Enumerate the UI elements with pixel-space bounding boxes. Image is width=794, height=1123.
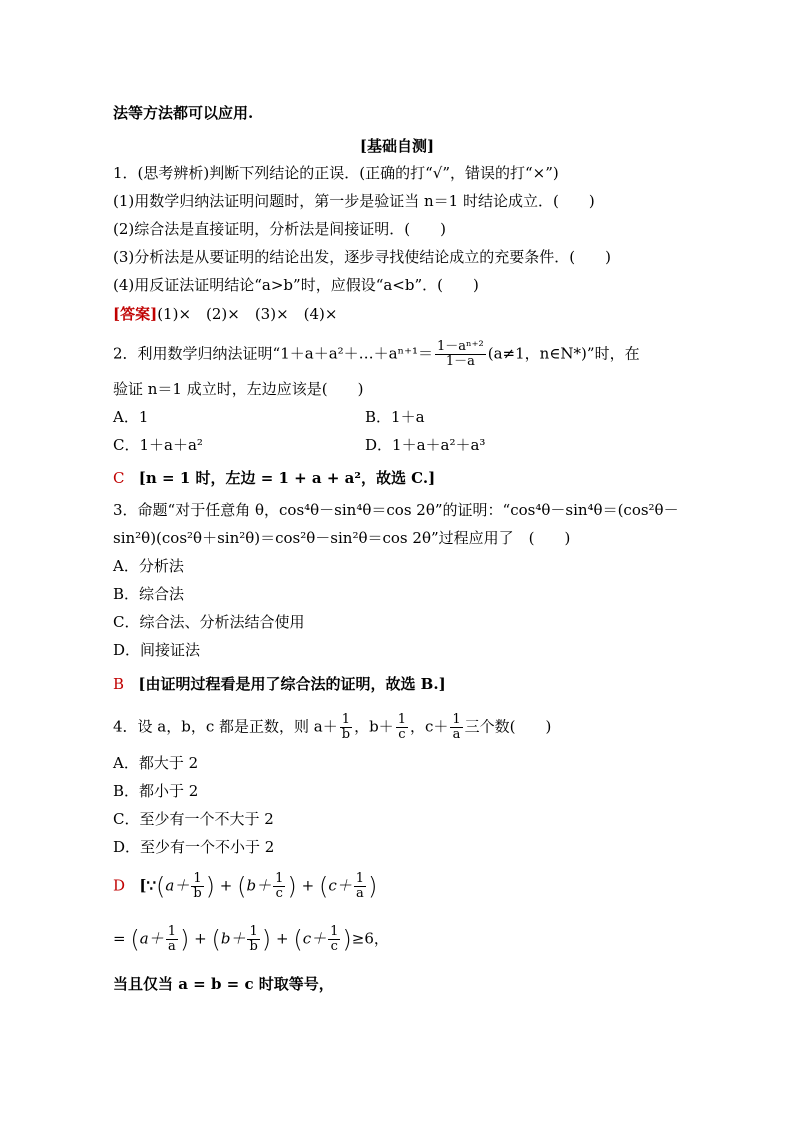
q2-solution	[113, 468, 435, 488]
q2-option-b: B．1＋a	[365, 408, 425, 426]
geq: ≥6，	[351, 929, 389, 948]
section-title: [基础自测]	[359, 137, 435, 155]
frac-num: 1	[275, 871, 284, 886]
frac-den: c	[398, 727, 406, 742]
q4-frac-b	[340, 713, 352, 742]
q3-option-b: B．综合法	[113, 585, 185, 603]
frac-num: 1	[452, 712, 461, 727]
plus: +	[194, 929, 207, 948]
frac	[166, 925, 178, 954]
frac	[354, 872, 366, 901]
q4-stem-b: ，b＋	[354, 717, 394, 736]
q1-item-1: (1)用数学归纳法证明问题时，第一步是验证当 n＝1 时结论成立．( )	[113, 192, 595, 210]
frac-num: 1	[340, 713, 352, 728]
frac-den: b	[193, 886, 202, 901]
q2-option-c: C．1＋a＋a²	[113, 436, 203, 454]
frac-num: 1	[167, 924, 176, 939]
q2-option-a: A．1	[113, 408, 149, 426]
q4-option-d: D．至少有一个不小于 2	[113, 838, 275, 856]
q1-answer: (1)× (2)× (3)× (4)×	[157, 305, 338, 323]
q4-frac-c	[396, 713, 408, 742]
expr: c＋	[302, 929, 327, 948]
frac-num: 1	[397, 712, 406, 727]
q4-solution-line1: D [∵(a＋ $\frac{1}{b}$ ) + (b＋ $\frac{1}{c}$ ) + (c＋ $\frac{1}{a}$ )	[113, 871, 378, 901]
q4-stem-d: 三个数( )	[464, 717, 552, 736]
q3-explain: [由证明过程看是用了综合法的证明，故选 B.]	[138, 675, 446, 693]
q2-options-row1	[113, 407, 148, 427]
expr: c＋	[328, 876, 352, 895]
plus: +	[301, 876, 315, 895]
q4-stem-a: 4．设 a，b，c 都是正数，则 a＋	[113, 717, 338, 736]
expr: b＋	[220, 929, 246, 948]
frac-num: 1	[330, 924, 339, 939]
frac-den: b	[341, 727, 351, 742]
frac-num: 1	[247, 925, 259, 940]
q4-stem-line	[113, 713, 551, 742]
q1-item-2: (2)综合法是直接证明，分析法是间接证明．( )	[113, 220, 446, 238]
expr: a＋	[165, 876, 190, 895]
q3-option-a: A．分析法	[113, 557, 184, 575]
q3-option-c: C．综合法、分析法结合使用	[113, 613, 305, 631]
q4-sol-prefix: [∵	[139, 876, 156, 895]
q4-option-b: B．都小于 2	[113, 782, 199, 800]
q2-stem-c: 验证 n＝1 成立时，左边应该是( )	[113, 380, 364, 398]
plus: +	[275, 929, 289, 948]
q3-option-d: D．间接证法	[113, 641, 201, 659]
q2-explain: [n = 1 时，左边 = 1 + a + a²，故选 C.]	[138, 469, 436, 487]
q4-solution-line2: = (a＋ $\frac{1}{a}$ ) + (b＋ $\frac{1}{b}$ ) + (c＋ $\frac{1}{c}$ )≥6，	[113, 924, 389, 954]
q1-answer-line	[113, 304, 337, 324]
q2-stem-a: 2．利用数学归纳法证明“1＋a＋a²＋…＋aⁿ⁺¹＝	[113, 344, 434, 363]
q3-key: B	[113, 675, 125, 693]
q2-frac-num: 1－aⁿ⁺²	[437, 339, 484, 354]
q4-frac-a	[450, 713, 462, 742]
q3-stem-a: 3．命题“对于任意角 θ，cos⁴θ－sin⁴θ＝cos 2θ”的证明：“cos⁴θ－sin⁴θ＝(cos²θ－	[113, 501, 679, 519]
q4-key: D	[113, 876, 126, 895]
intro-text: 法等方法都可以应用.	[113, 104, 254, 122]
q2-frac-den: 1－a	[445, 354, 475, 369]
frac-den: c	[275, 886, 283, 901]
q4-stem-c: ，c＋	[409, 717, 449, 736]
q2-stem-b: (a≠1，n∈N*)”时，在	[487, 344, 640, 363]
q1-stem: 1．(思考辨析)判断下列结论的正误．(正确的打“√”，错误的打“×”)	[113, 164, 559, 182]
frac-num: 1	[191, 872, 203, 887]
answer-tag: [答案]	[113, 305, 158, 323]
q2-stem-line	[113, 340, 640, 369]
frac-den: a	[167, 939, 176, 954]
frac	[191, 872, 203, 901]
q4-option-a: A．都大于 2	[113, 754, 199, 772]
q3-solution	[113, 674, 446, 694]
frac-den: b	[249, 939, 258, 954]
q2-key: C	[113, 469, 125, 487]
frac	[328, 925, 340, 954]
plus: +	[219, 876, 233, 895]
equals: =	[113, 929, 126, 948]
frac-den: c	[330, 939, 338, 954]
q4-option-c: C．至少有一个不大于 2	[113, 810, 274, 828]
q2-option-d: D．1＋a＋a²＋a³	[365, 436, 486, 454]
frac-den: a	[452, 727, 461, 742]
frac	[247, 925, 259, 954]
q4-solution-last: 当且仅当 a = b = c 时取等号，	[113, 975, 334, 993]
expr: a＋	[139, 929, 164, 948]
q2-fraction	[435, 340, 486, 369]
frac-num: 1	[355, 871, 364, 886]
q1-item-4: (4)用反证法证明结论“a>b”时，应假设“a<b”．( )	[113, 276, 479, 294]
expr: b＋	[246, 876, 272, 895]
q3-stem-b: sin²θ)(cos²θ＋sin²θ)＝cos²θ－sin²θ＝cos 2θ”过程应用了 ( )	[113, 529, 571, 547]
q1-item-3: (3)分析法是从要证明的结论出发，逐步寻找使结论成立的充要条件．( )	[113, 248, 611, 266]
frac-den: a	[355, 886, 364, 901]
frac	[273, 872, 285, 901]
